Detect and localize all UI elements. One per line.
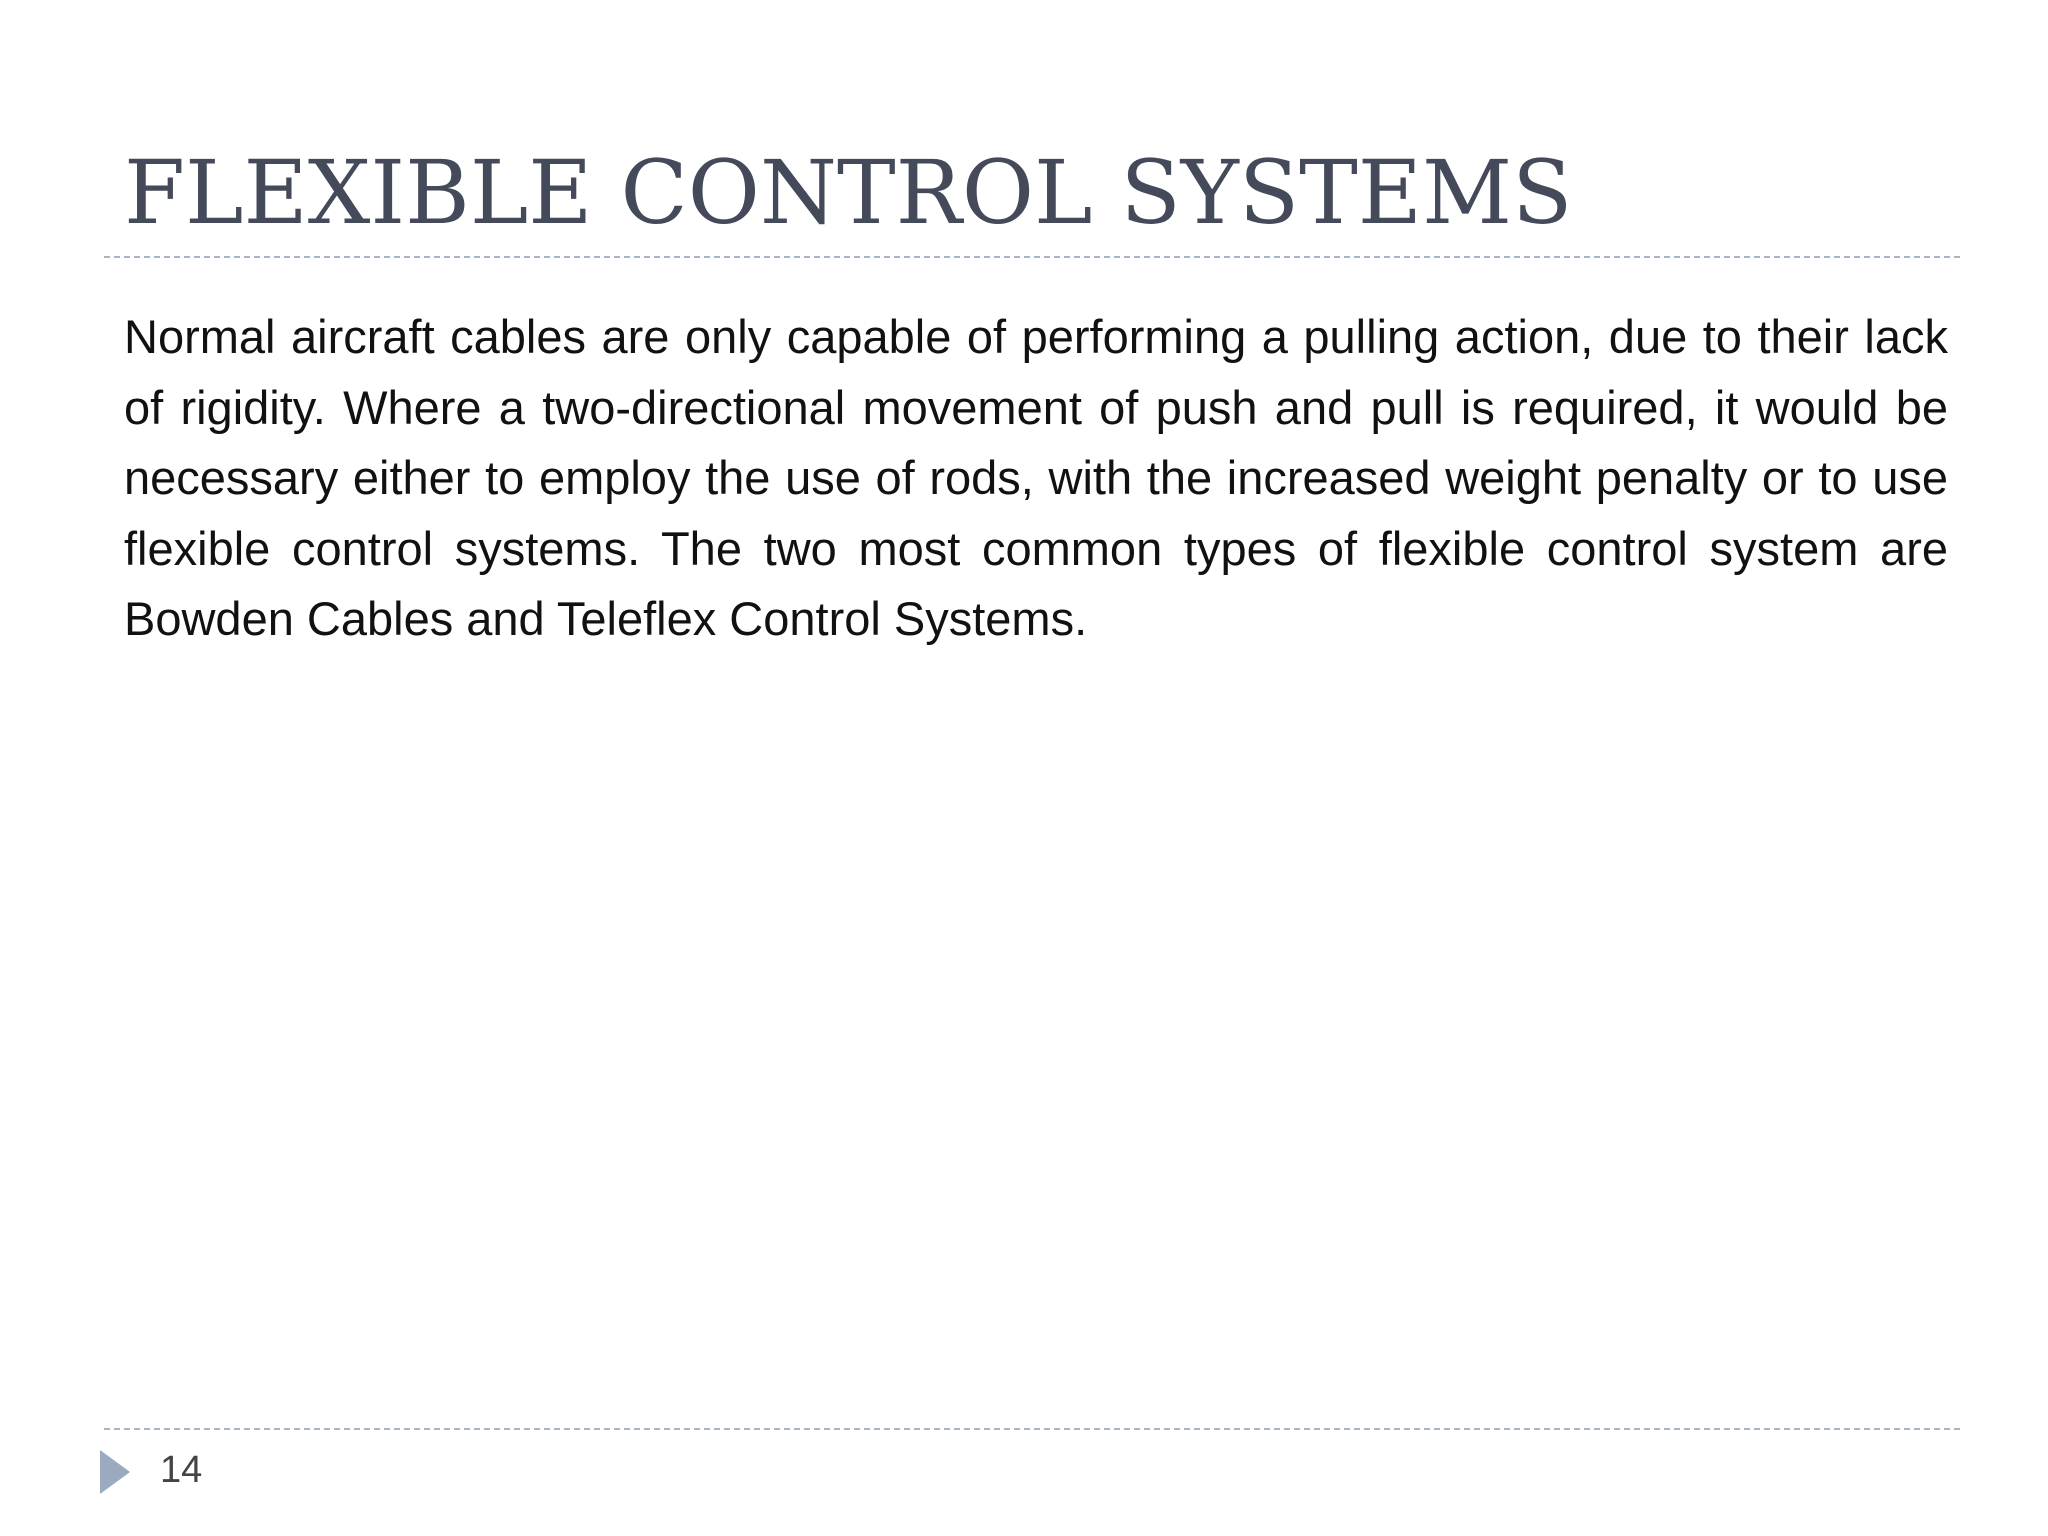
page-number: 14 <box>160 1448 203 1491</box>
slide-body-text: Normal aircraft cables are only capable of performing a pulling action, due to their lack of rigidity. Where a two-directional movement of push and pull is required, it would be necessary either to employ the use of rods, with the increased weight penalty or to use flexible control systems. The two most common types of flexible control system are Bowden Cables and Teleflex Control Systems. <box>124 310 1948 645</box>
slide-title: FLEXIBLE CONTROL SYSTEMS <box>124 141 1573 244</box>
footer-divider <box>104 1428 1960 1430</box>
slide-footer <box>100 1440 202 1500</box>
triangle-right-icon <box>100 1450 130 1494</box>
title-divider <box>104 256 1960 258</box>
